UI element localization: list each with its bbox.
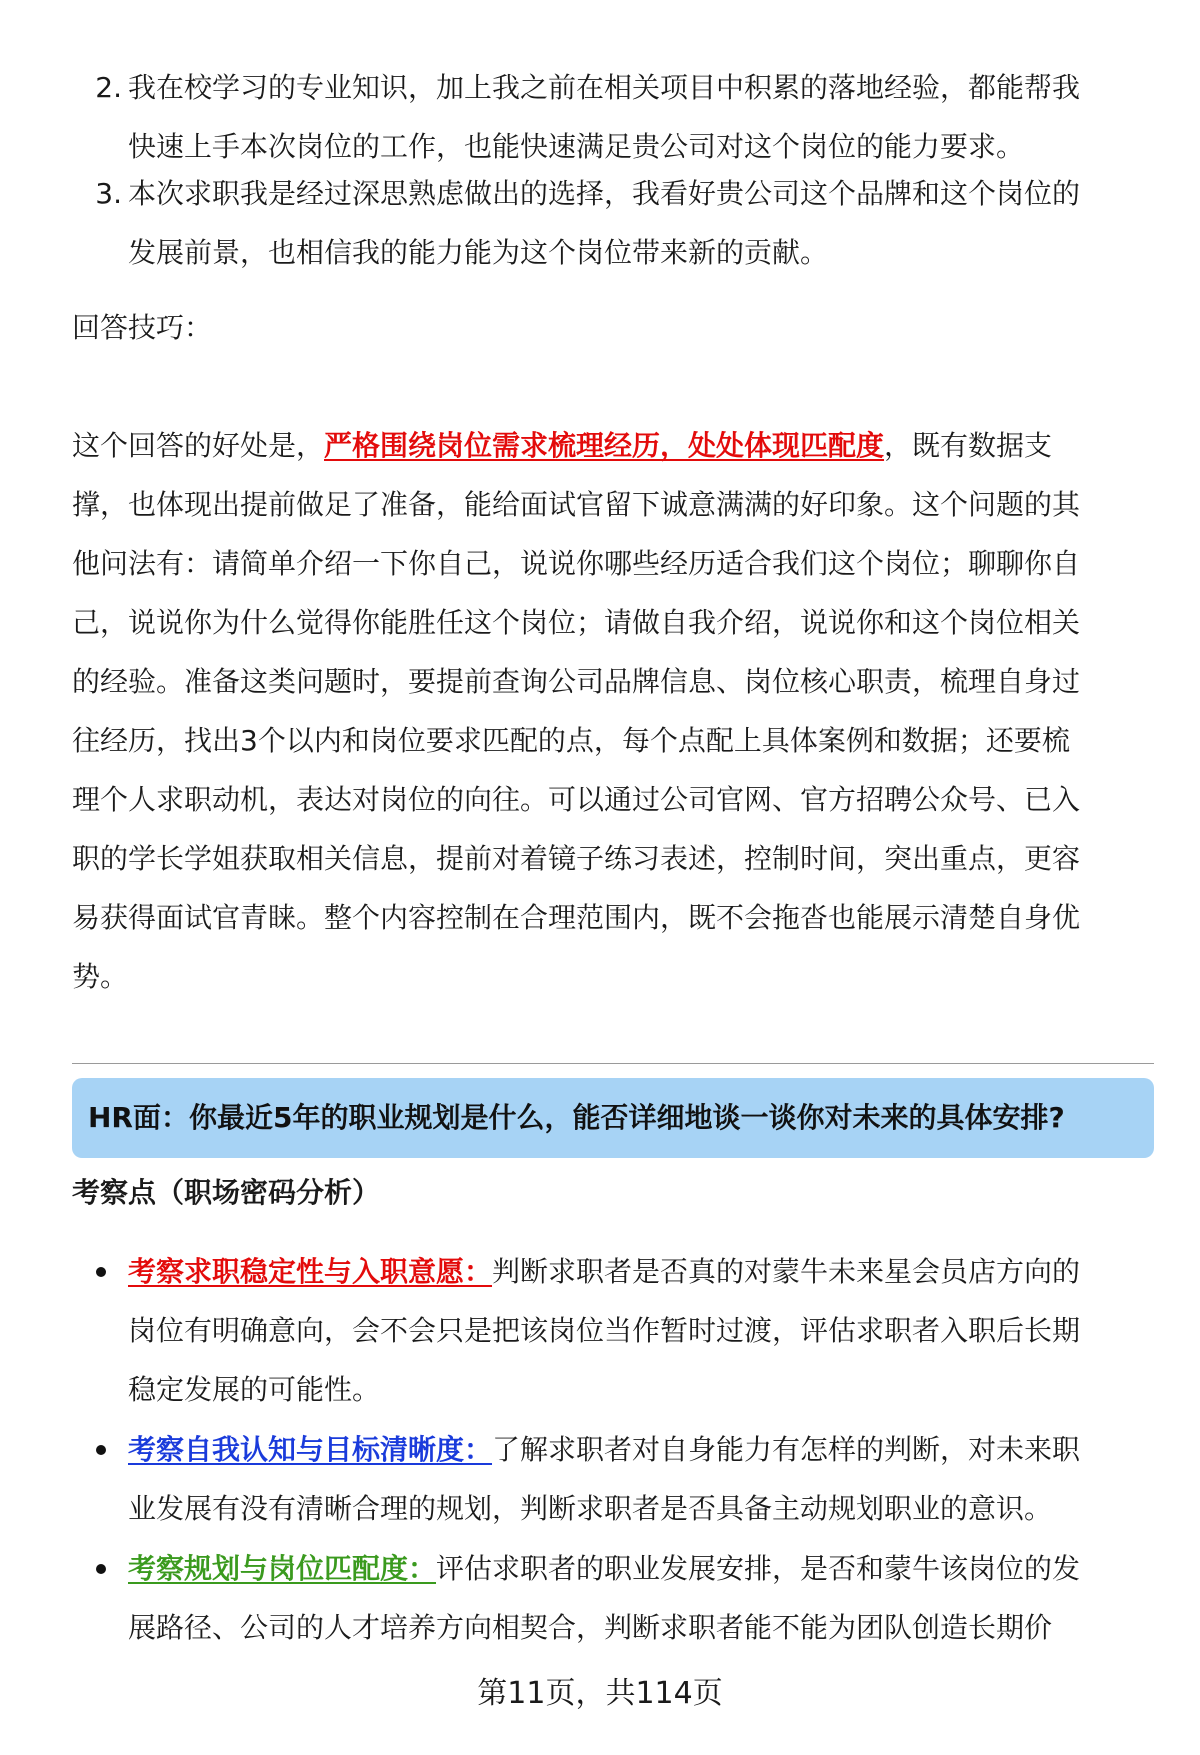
key-point-label: 考察规划与岗位匹配度： xyxy=(128,1552,437,1585)
text-line: 我在校学习的专业知识，加上我之前在相关项目中积累的落地经验，都能帮我 xyxy=(128,71,1081,104)
text-segment: 判断求职者是否真的对蒙牛未来星会员店方向的 xyxy=(492,1255,1081,1288)
tips-heading: 回答技巧： xyxy=(72,311,213,344)
text-line: 往经历，找出3个以内和岗位要求匹配的点，每个点配上具体案例和数据；还要梳 xyxy=(72,724,1070,757)
section-heading: 考察点（职场密码分析） xyxy=(72,1176,381,1209)
key-point-label: 考察自我认知与目标清晰度： xyxy=(128,1433,493,1466)
divider xyxy=(72,1063,1154,1064)
text-line: 岗位有明确意向，会不会只是把该岗位当作暂时过渡，评估求职者入职后长期 xyxy=(128,1314,1081,1347)
text-line: 稳定发展的可能性。 xyxy=(128,1373,381,1406)
list-number: 2. xyxy=(95,71,122,104)
key-point-label: 考察求职稳定性与入职意愿： xyxy=(128,1255,493,1288)
text-line: 易获得面试官青睐。整个内容控制在合理范围内，既不会拖沓也能展示清楚自身优 xyxy=(72,901,1081,934)
text-segment: 了解求职者对自身能力有怎样的判断，对未来职 xyxy=(492,1433,1081,1466)
bullet-text xyxy=(128,1420,1178,1538)
bullet-dot-icon xyxy=(96,1267,106,1277)
question-box xyxy=(72,1078,1154,1158)
text-segment: 这个回答的好处是， xyxy=(72,429,325,462)
text-line: 势。 xyxy=(72,960,129,993)
list-text xyxy=(128,58,1200,176)
text-line: 理个人求职动机，表达对岗位的向往。可以通过公司官网、官方招聘公众号、已入 xyxy=(72,783,1081,816)
bullet-text xyxy=(128,1539,1178,1657)
question-text: HR面：你最近5年的职业规划是什么，能否详细地谈一谈你对未来的具体安排? xyxy=(88,1101,1065,1134)
text-line xyxy=(128,1242,1178,1301)
bullet-dot-icon xyxy=(96,1564,106,1574)
text-line: 本次求职我是经过深思熟虑做出的选择，我看好贵公司这个品牌和这个岗位的 xyxy=(128,177,1081,210)
highlight-text: 严格围绕岗位需求梳理经历，处处体现匹配度 xyxy=(324,429,885,462)
text-line: 的经验。准备这类问题时，要提前查询公司品牌信息、岗位核心职责，梳理自身过 xyxy=(72,665,1081,698)
text-line xyxy=(128,1420,1178,1479)
text-segment: ，既有数据支 xyxy=(884,429,1053,462)
text-line: 他问法有：请简单介绍一下你自己，说说你哪些经历适合我们这个岗位；聊聊你自 xyxy=(72,547,1081,580)
tips-paragraph xyxy=(72,416,1152,1006)
text-line: 撑，也体现出提前做足了准备，能给面试官留下诚意满满的好印象。这个问题的其 xyxy=(72,488,1081,521)
list-number: 3. xyxy=(95,177,122,210)
text-segment: 评估求职者的职业发展安排，是否和蒙牛该岗位的发 xyxy=(436,1552,1081,1585)
text-line: 业发展有没有清晰合理的规划，判断求职者是否具备主动规划职业的意识。 xyxy=(128,1492,1053,1525)
text-line: 展路径、公司的人才培养方向相契合，判断求职者能不能为团队创造长期价 xyxy=(128,1611,1053,1644)
text-line: 职的学长学姐获取相关信息，提前对着镜子练习表述，控制时间，突出重点，更容 xyxy=(72,842,1081,875)
text-line: 快速上手本次岗位的工作，也能快速满足贵公司对这个岗位的能力要求。 xyxy=(128,130,1025,163)
text-line: 己，说说你为什么觉得你能胜任这个岗位；请做自我介绍，说说你和这个岗位相关 xyxy=(72,606,1081,639)
text-line xyxy=(72,416,1152,475)
list-text xyxy=(128,164,1200,282)
page-footer: 第11页，共114页 xyxy=(477,1676,723,1711)
bullet-dot-icon xyxy=(96,1445,106,1455)
text-line xyxy=(128,1539,1178,1598)
text-line: 发展前景，也相信我的能力能为这个岗位带来新的贡献。 xyxy=(128,236,829,269)
bullet-text xyxy=(128,1242,1178,1419)
